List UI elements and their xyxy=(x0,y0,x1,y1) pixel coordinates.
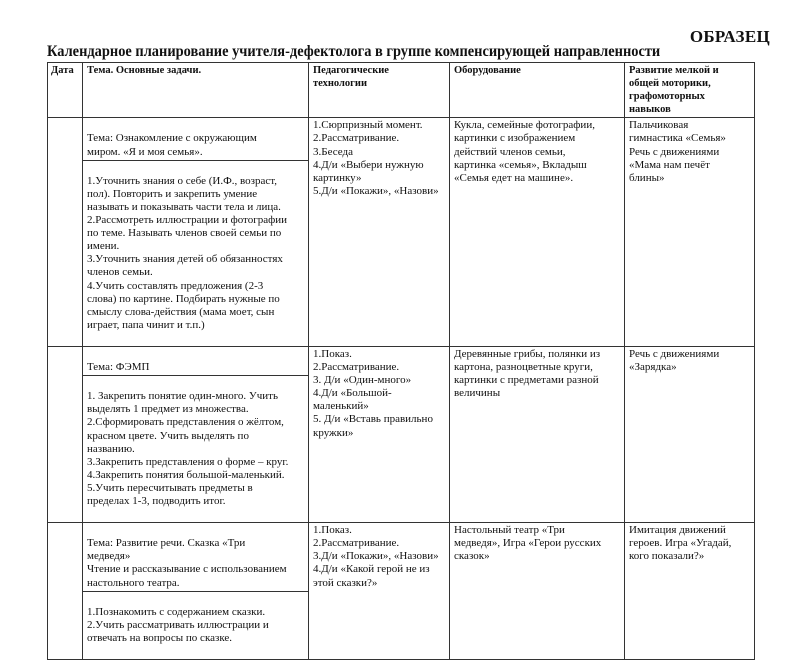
topic-tasks: 1.Уточнить знания о себе (И.Ф., возраст, пол). Повторить и закрепить умение называть и показывать части тела и лица. 2.Рассмотреть иллюстрации и фотографии по теме. Называть членов своей семьи по имени. 3.Уточнить знания детей об обязанностях членов семьи. 4.Учить составлять предложения (2-3 слова) по картине. Подбирать нужные по смыслу слова-действия (мама моет, сын играет, папа чинит и т.п.) xyxy=(87,174,288,331)
motor-cell: Имитация движений героев. Игра «Угадай, кого показали?» xyxy=(625,523,755,660)
header-motor: Развитие мелкой и общей моторики, графомоторных навыков xyxy=(625,63,755,118)
topic-title: Тема: ФЭМП xyxy=(83,360,308,376)
motor-cell: Речь с движениями «Зарядка» xyxy=(625,346,755,522)
topic-tasks: 1.Познакомить с содержанием сказки. 2.Учить рассматривать иллюстрации и отвечать на вопросы по сказке. xyxy=(87,605,269,644)
date-cell xyxy=(48,523,83,660)
table-row xyxy=(48,118,755,347)
sample-stamp: ОБРАЗЕЦ xyxy=(689,27,770,46)
table-row xyxy=(48,523,755,660)
topic-cell xyxy=(83,118,309,347)
header-equipment: Оборудование xyxy=(450,63,625,118)
header-tech: Педагогические технологии xyxy=(309,63,450,118)
equipment-cell: Кукла, семейные фотографии, картинки с изображением действий членов семьи, картинка «семья», Вкладыш «Семья едет на машине». xyxy=(450,118,625,347)
topic-title: Тема: Развитие речи. Сказка «Три медведя» Чтение и рассказывание с использованием настольного театра. xyxy=(83,536,308,591)
tech-cell: 1.Показ. 2.Рассматривание. 3. Д/и «Один-много» 4.Д/и «Большой- маленький» 5. Д/и «Вставь правильно кружки» xyxy=(309,346,450,522)
table-header-row xyxy=(48,63,755,118)
motor-cell: Пальчиковая гимнастика «Семья» Речь с движениями «Мама нам печёт блины» xyxy=(625,118,755,347)
tech-cell: 1.Показ. 2.Рассматривание. 3.Д/и «Покажи», «Назови» 4.Д/и «Какой герой не из этой сказки?» xyxy=(309,523,450,660)
planning-table xyxy=(47,62,755,660)
date-cell xyxy=(48,346,83,522)
document-title: Календарное планирование учителя-дефектолога в группе компенсирующей направленности xyxy=(47,43,661,60)
equipment-cell: Деревянные грибы, полянки из картона, разноцветные круги, картинки с предметами разной величины xyxy=(450,346,625,522)
date-cell xyxy=(48,118,83,347)
topic-tasks: 1. Закрепить понятие один-много. Учить выделять 1 предмет из множества. 2.Сформировать представления о жёлтом, красном цвете. Учить выделять по названию. 3.Закрепить представления о форме – круг. 4.Закрепить понятия большой-маленький. 5.Учить пересчитывать предметы в пределах 1-3, подводить итог. xyxy=(87,390,289,507)
topic-cell xyxy=(83,523,309,660)
table-row xyxy=(48,346,755,522)
equipment-cell: Настольный театр «Три медведя», Игра «Герои русских сказок» xyxy=(450,523,625,660)
header-date: Дата xyxy=(48,63,83,118)
topic-cell xyxy=(83,346,309,522)
tech-cell: 1.Сюрпризный момент. 2.Рассматривание. 3.Беседа 4.Д/и «Выбери нужную картинку» 5.Д/и «Покажи», «Назови» xyxy=(309,118,450,347)
topic-title: Тема: Ознакомление с окружающим миром. «Я и моя семья». xyxy=(83,131,308,160)
header-topic: Тема. Основные задачи. xyxy=(83,63,309,118)
